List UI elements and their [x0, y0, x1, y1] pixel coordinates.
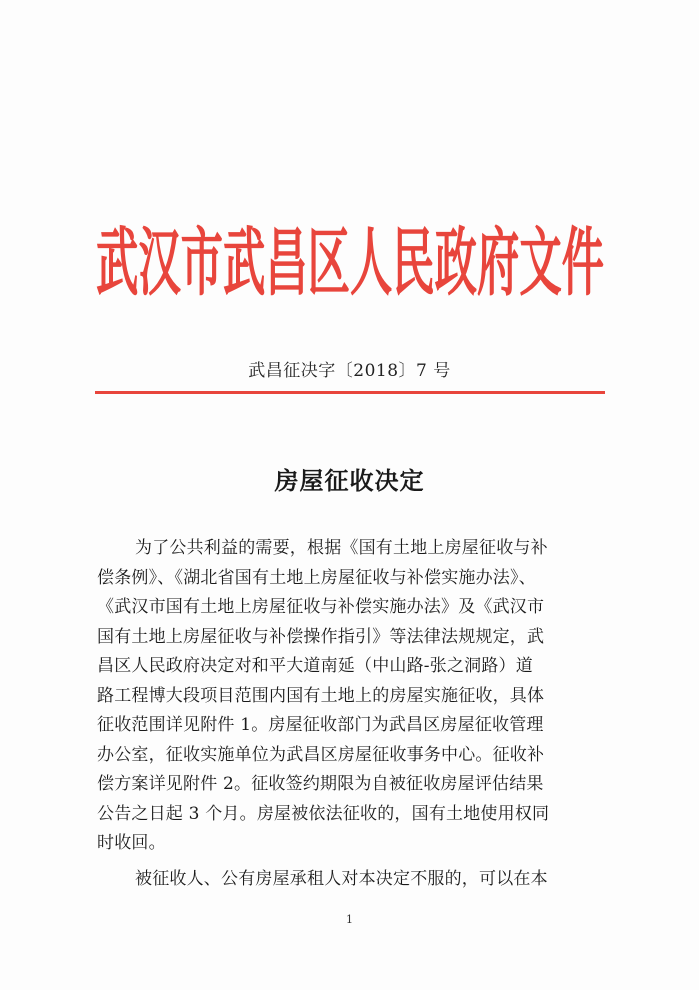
- red-header-title-svg: [95, 212, 605, 304]
- document-title: 房屋征收决定: [274, 466, 425, 495]
- page-number: 1: [346, 913, 353, 926]
- body-line: 偿条例》、《湖北省国有土地上房屋征收与补偿实施办法》、: [97, 567, 536, 588]
- red-divider-line: [95, 391, 605, 394]
- document-number: 武昌征决字〔2018〕7 号: [248, 361, 451, 381]
- red-header-title-text: 武汉市武昌区人民政府文件: [96, 220, 604, 304]
- body-line: 昌区人民政府决定对和平大道南延（中山路-张之洞路）道: [97, 656, 533, 676]
- body-line: 时收回。: [97, 833, 166, 853]
- red-header-title: [95, 212, 605, 304]
- body-line: 《武汉市国有土地上房屋征收与补偿实施办法》及《武汉市: [97, 597, 545, 617]
- body-line: 为了公共利益的需要，根据《国有土地上房屋征收与补: [135, 538, 548, 558]
- body-line: 征收范围详见附件 1。房屋征收部门为武昌区房屋征收管理: [97, 715, 544, 735]
- body-line: 被征收人、公有房屋承租人对本决定不服的，可以在本: [135, 868, 548, 889]
- body-line: 公告之日起 3 个月。房屋被依法征收的，国有土地使用权同: [97, 803, 550, 824]
- body-line: 办公室，征收实施单位为武昌区房屋征收事务中心。征收补: [97, 744, 545, 765]
- body-line: 国有土地上房屋征收与补偿操作指引》等法律法规规定，武: [97, 626, 545, 647]
- body-line: 偿方案详见附件 2。征收签约期限为自被征收房屋评估结果: [97, 774, 544, 794]
- body-text: [97, 534, 606, 894]
- body-line: 路工程博大段项目范围内国有土地上的房屋实施征收，具体: [97, 685, 545, 706]
